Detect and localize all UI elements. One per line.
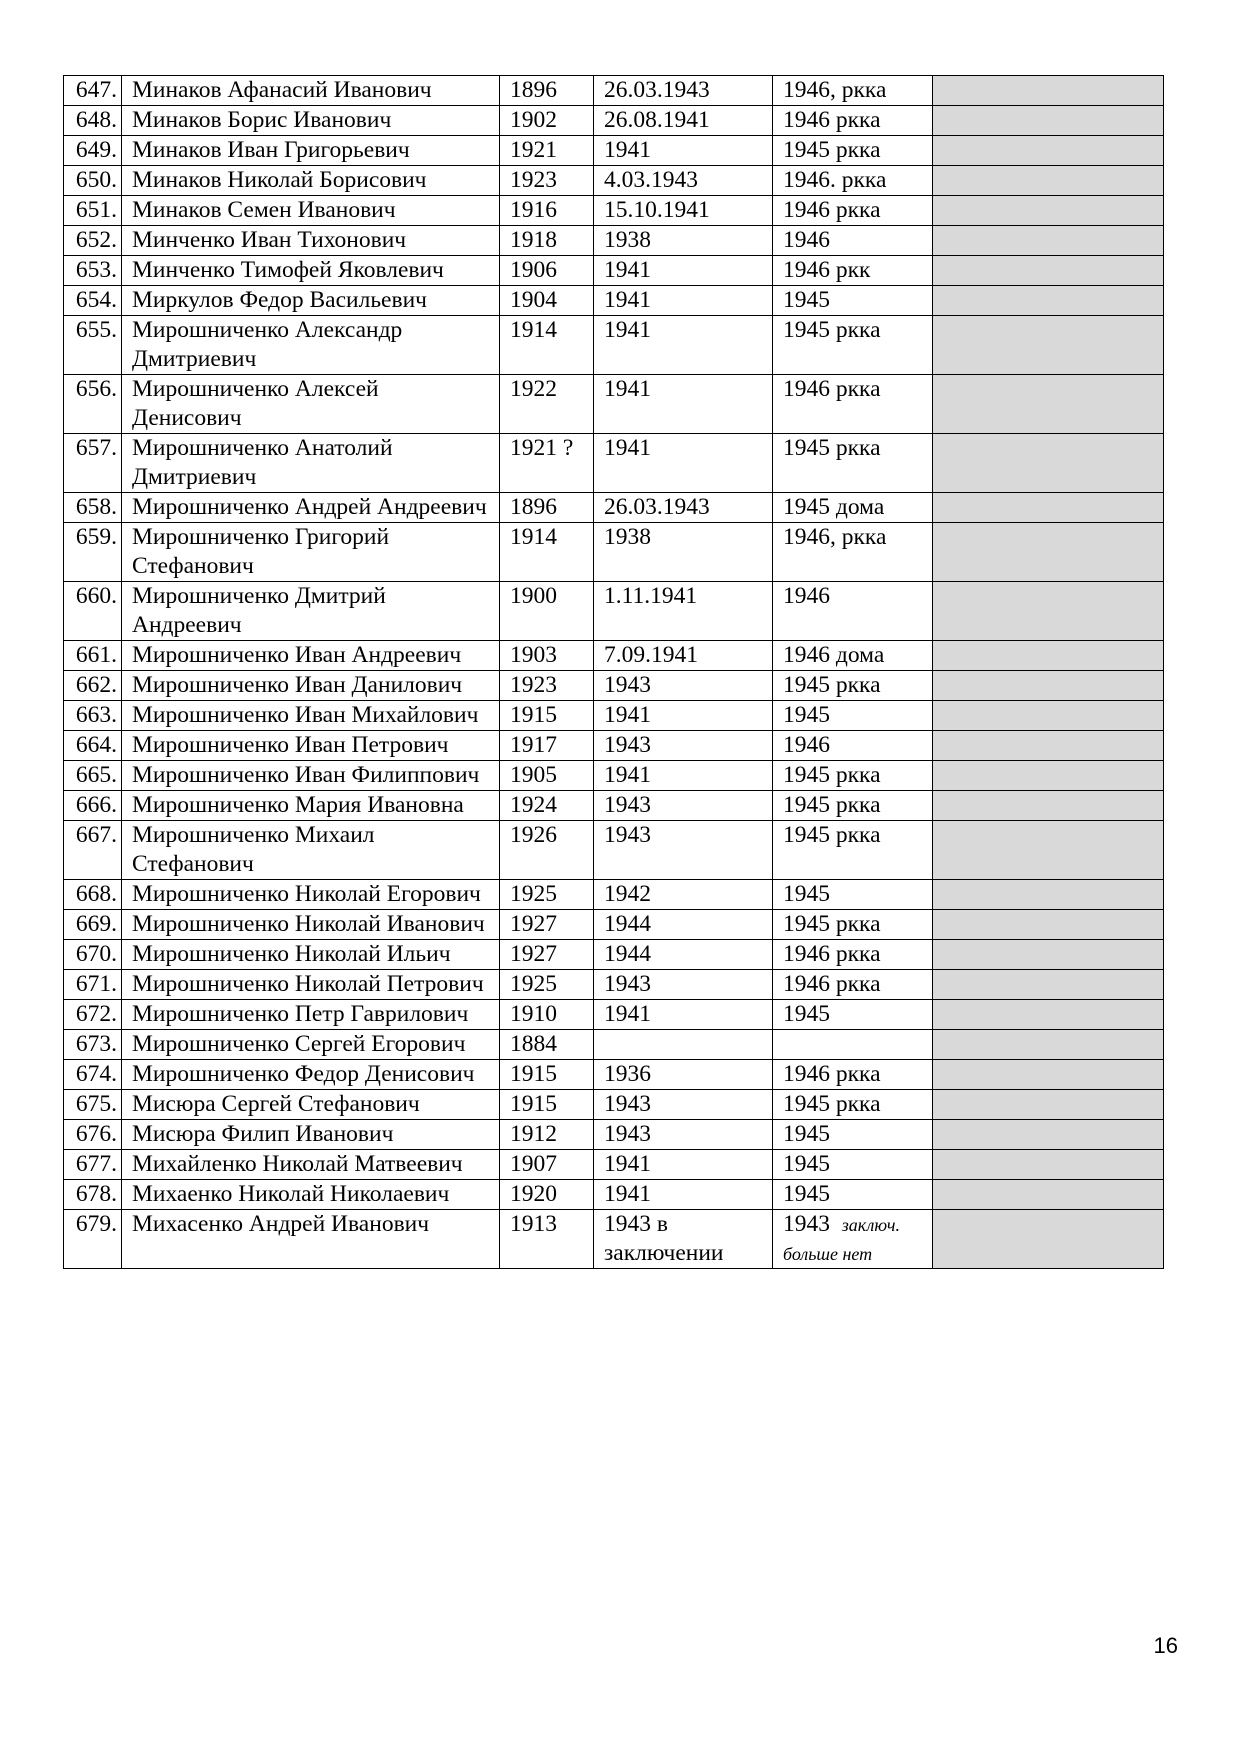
return-info: 1945 xyxy=(773,701,933,731)
shaded-cell xyxy=(933,136,1164,166)
drafted-date: 1941 xyxy=(594,375,773,434)
row-number: 679. xyxy=(64,1210,122,1269)
return-info: 1945 xyxy=(773,1120,933,1150)
person-name: Мирошниченко Николай Петрович xyxy=(122,970,500,1000)
birth-year: 1914 xyxy=(500,523,594,582)
person-name: Мирошниченко Иван Михайлович xyxy=(122,701,500,731)
birth-year: 1920 xyxy=(500,1180,594,1210)
table-row xyxy=(64,523,1164,582)
return-info: 1945 дома xyxy=(773,493,933,523)
person-name: Мирошниченко Николай Ильич xyxy=(122,940,500,970)
return-info: 1945 xyxy=(773,1000,933,1030)
return-info: 1946 xyxy=(773,226,933,256)
birth-year: 1925 xyxy=(500,880,594,910)
shaded-cell xyxy=(933,1030,1164,1060)
row-number: 674. xyxy=(64,1060,122,1090)
row-number: 678. xyxy=(64,1180,122,1210)
return-info: 1945 ркка xyxy=(773,761,933,791)
person-name: Михайленко Николай Матвеевич xyxy=(122,1150,500,1180)
drafted-date: 1942 xyxy=(594,880,773,910)
drafted-date: 4.03.1943 xyxy=(594,166,773,196)
shaded-cell xyxy=(933,375,1164,434)
shaded-cell xyxy=(933,731,1164,761)
return-info: 1946 ркка xyxy=(773,940,933,970)
shaded-cell xyxy=(933,761,1164,791)
return-info: 1946 ркка xyxy=(773,196,933,226)
return-info: 1945 ркка xyxy=(773,434,933,493)
records-table xyxy=(63,75,1164,1269)
person-name: Михасенко Андрей Иванович xyxy=(122,1210,500,1269)
birth-year: 1915 xyxy=(500,701,594,731)
drafted-date: 1941 xyxy=(594,136,773,166)
row-number: 676. xyxy=(64,1120,122,1150)
table-row xyxy=(64,1180,1164,1210)
drafted-date: 15.10.1941 xyxy=(594,196,773,226)
drafted-date xyxy=(594,1030,773,1060)
shaded-cell xyxy=(933,1120,1164,1150)
shaded-cell xyxy=(933,880,1164,910)
person-name: Мирошниченко Александр Дмитриевич xyxy=(122,316,500,375)
row-number: 670. xyxy=(64,940,122,970)
drafted-date: 1943 xyxy=(594,970,773,1000)
person-name: Мирошниченко Иван Андреевич xyxy=(122,641,500,671)
birth-year: 1924 xyxy=(500,791,594,821)
table-row xyxy=(64,761,1164,791)
birth-year: 1925 xyxy=(500,970,594,1000)
row-number: 658. xyxy=(64,493,122,523)
table-row xyxy=(64,821,1164,880)
table-row xyxy=(64,226,1164,256)
return-info: 1945 xyxy=(773,1180,933,1210)
birth-year: 1923 xyxy=(500,671,594,701)
row-number: 665. xyxy=(64,761,122,791)
return-info: 1946 ркка xyxy=(773,106,933,136)
birth-year: 1896 xyxy=(500,76,594,106)
person-name: Мирошниченко Дмитрий Андреевич xyxy=(122,582,500,641)
person-name: Миркулов Федор Васильевич xyxy=(122,286,500,316)
table-row xyxy=(64,641,1164,671)
drafted-date: 1943 xyxy=(594,1120,773,1150)
row-number: 663. xyxy=(64,701,122,731)
return-info: 1946 ркка xyxy=(773,1060,933,1090)
shaded-cell xyxy=(933,76,1164,106)
birth-year: 1900 xyxy=(500,582,594,641)
drafted-date: 1941 xyxy=(594,434,773,493)
table-row xyxy=(64,701,1164,731)
return-info: 1946, ркка xyxy=(773,523,933,582)
birth-year: 1917 xyxy=(500,731,594,761)
return-info: 1946 xyxy=(773,731,933,761)
row-number: 660. xyxy=(64,582,122,641)
return-info: 1946 ркка xyxy=(773,375,933,434)
person-name: Минаков Иван Григорьевич xyxy=(122,136,500,166)
row-number: 653. xyxy=(64,256,122,286)
return-info: 1945 ркка xyxy=(773,671,933,701)
return-info: 1945 ркка xyxy=(773,910,933,940)
drafted-date: 26.03.1943 xyxy=(594,76,773,106)
person-name: Мирошниченко Мария Ивановна xyxy=(122,791,500,821)
row-number: 657. xyxy=(64,434,122,493)
table-row xyxy=(64,76,1164,106)
person-name: Мирошниченко Иван Филиппович xyxy=(122,761,500,791)
drafted-date: 26.03.1943 xyxy=(594,493,773,523)
person-name: Мирошниченко Федор Денисович xyxy=(122,1060,500,1090)
table-row xyxy=(64,791,1164,821)
drafted-date: 1936 xyxy=(594,1060,773,1090)
table-row xyxy=(64,316,1164,375)
shaded-cell xyxy=(933,970,1164,1000)
drafted-date: 1943 xyxy=(594,671,773,701)
person-name: Минаков Борис Иванович xyxy=(122,106,500,136)
shaded-cell xyxy=(933,1150,1164,1180)
shaded-cell xyxy=(933,316,1164,375)
row-number: 654. xyxy=(64,286,122,316)
drafted-date: 1943 xyxy=(594,791,773,821)
return-info: 1945 xyxy=(773,1150,933,1180)
table-row xyxy=(64,671,1164,701)
return-info: 1943 заключ. больше нет xyxy=(773,1210,933,1269)
person-name: Мисюра Филип Иванович xyxy=(122,1120,500,1150)
shaded-cell xyxy=(933,910,1164,940)
drafted-date: 1941 xyxy=(594,1000,773,1030)
person-name: Мирошниченко Петр Гаврилович xyxy=(122,1000,500,1030)
row-number: 666. xyxy=(64,791,122,821)
table-row xyxy=(64,434,1164,493)
drafted-date: 1938 xyxy=(594,523,773,582)
drafted-date: 1943 xyxy=(594,821,773,880)
shaded-cell xyxy=(933,434,1164,493)
row-number: 659. xyxy=(64,523,122,582)
shaded-cell xyxy=(933,166,1164,196)
person-name: Михаенко Николай Николаевич xyxy=(122,1180,500,1210)
drafted-date: 1943 в заключении xyxy=(594,1210,773,1269)
return-info: 1946 ркк xyxy=(773,256,933,286)
birth-year: 1907 xyxy=(500,1150,594,1180)
return-info: 1945 ркка xyxy=(773,791,933,821)
return-info: 1946, ркка xyxy=(773,76,933,106)
return-info: 1945 xyxy=(773,880,933,910)
birth-year: 1926 xyxy=(500,821,594,880)
records-body xyxy=(64,76,1164,1269)
return-info: 1945 ркка xyxy=(773,1090,933,1120)
drafted-date: 1.11.1941 xyxy=(594,582,773,641)
row-number: 667. xyxy=(64,821,122,880)
birth-year: 1913 xyxy=(500,1210,594,1269)
row-number: 661. xyxy=(64,641,122,671)
shaded-cell xyxy=(933,791,1164,821)
row-number: 651. xyxy=(64,196,122,226)
return-info: 1946 ркка xyxy=(773,970,933,1000)
shaded-cell xyxy=(933,286,1164,316)
table-row xyxy=(64,1090,1164,1120)
drafted-date: 1941 xyxy=(594,256,773,286)
drafted-date: 1944 xyxy=(594,910,773,940)
birth-year: 1915 xyxy=(500,1060,594,1090)
table-row xyxy=(64,1210,1164,1269)
return-info: 1945 ркка xyxy=(773,316,933,375)
drafted-date: 1941 xyxy=(594,761,773,791)
person-name: Мирошниченко Иван Данилович xyxy=(122,671,500,701)
row-number: 672. xyxy=(64,1000,122,1030)
table-row xyxy=(64,940,1164,970)
drafted-date: 7.09.1941 xyxy=(594,641,773,671)
birth-year: 1927 xyxy=(500,910,594,940)
drafted-date: 1941 xyxy=(594,286,773,316)
table-row xyxy=(64,1000,1164,1030)
shaded-cell xyxy=(933,106,1164,136)
drafted-date: 1941 xyxy=(594,1150,773,1180)
row-number: 662. xyxy=(64,671,122,701)
table-row xyxy=(64,910,1164,940)
shaded-cell xyxy=(933,641,1164,671)
shaded-cell xyxy=(933,196,1164,226)
table-row xyxy=(64,493,1164,523)
birth-year: 1914 xyxy=(500,316,594,375)
shaded-cell xyxy=(933,701,1164,731)
return-info: 1946 xyxy=(773,582,933,641)
shaded-cell xyxy=(933,523,1164,582)
table-row xyxy=(64,880,1164,910)
person-name: Мирошниченко Сергей Егорович xyxy=(122,1030,500,1060)
drafted-date: 1943 xyxy=(594,1090,773,1120)
birth-year: 1906 xyxy=(500,256,594,286)
table-row xyxy=(64,166,1164,196)
person-name: Мисюра Сергей Стефанович xyxy=(122,1090,500,1120)
shaded-cell xyxy=(933,1210,1164,1269)
shaded-cell xyxy=(933,1090,1164,1120)
table-row xyxy=(64,1120,1164,1150)
person-name: Минченко Иван Тихонович xyxy=(122,226,500,256)
birth-year: 1922 xyxy=(500,375,594,434)
drafted-date: 1941 xyxy=(594,701,773,731)
row-number: 650. xyxy=(64,166,122,196)
person-name: Мирошниченко Андрей Андреевич xyxy=(122,493,500,523)
row-number: 647. xyxy=(64,76,122,106)
page-number: 16 xyxy=(1153,1633,1178,1658)
table-row xyxy=(64,1030,1164,1060)
table-row xyxy=(64,286,1164,316)
shaded-cell xyxy=(933,256,1164,286)
drafted-date: 1943 xyxy=(594,731,773,761)
table-row xyxy=(64,1060,1164,1090)
birth-year: 1923 xyxy=(500,166,594,196)
birth-year: 1884 xyxy=(500,1030,594,1060)
table-row xyxy=(64,256,1164,286)
row-number: 673. xyxy=(64,1030,122,1060)
person-name: Минаков Николай Борисович xyxy=(122,166,500,196)
row-number: 669. xyxy=(64,910,122,940)
shaded-cell xyxy=(933,671,1164,701)
return-info: 1946 дома xyxy=(773,641,933,671)
person-name: Мирошниченко Михаил Стефанович xyxy=(122,821,500,880)
row-number: 648. xyxy=(64,106,122,136)
row-number: 656. xyxy=(64,375,122,434)
row-number: 668. xyxy=(64,880,122,910)
birth-year: 1904 xyxy=(500,286,594,316)
shaded-cell xyxy=(933,1000,1164,1030)
return-info: 1945 xyxy=(773,286,933,316)
person-name: Мирошниченко Николай Иванович xyxy=(122,910,500,940)
row-number: 652. xyxy=(64,226,122,256)
table-row xyxy=(64,375,1164,434)
shaded-cell xyxy=(933,1060,1164,1090)
drafted-date: 1941 xyxy=(594,1180,773,1210)
row-number: 649. xyxy=(64,136,122,166)
table-row xyxy=(64,196,1164,226)
person-name: Минченко Тимофей Яковлевич xyxy=(122,256,500,286)
table-row xyxy=(64,582,1164,641)
person-name: Минаков Афанасий Иванович xyxy=(122,76,500,106)
return-info: 1945 ркка xyxy=(773,821,933,880)
shaded-cell xyxy=(933,582,1164,641)
shaded-cell xyxy=(933,821,1164,880)
birth-year: 1902 xyxy=(500,106,594,136)
birth-year: 1910 xyxy=(500,1000,594,1030)
person-name: Минаков Семен Иванович xyxy=(122,196,500,226)
table-row xyxy=(64,136,1164,166)
birth-year: 1916 xyxy=(500,196,594,226)
person-name: Мирошниченко Иван Петрович xyxy=(122,731,500,761)
birth-year: 1896 xyxy=(500,493,594,523)
birth-year: 1918 xyxy=(500,226,594,256)
row-number: 664. xyxy=(64,731,122,761)
return-note: заключ. больше нет xyxy=(783,1215,900,1264)
row-number: 675. xyxy=(64,1090,122,1120)
birth-year: 1927 xyxy=(500,940,594,970)
birth-year: 1912 xyxy=(500,1120,594,1150)
drafted-date: 1941 xyxy=(594,316,773,375)
table-row xyxy=(64,970,1164,1000)
birth-year: 1915 xyxy=(500,1090,594,1120)
table-row xyxy=(64,731,1164,761)
shaded-cell xyxy=(933,493,1164,523)
return-info: 1946. ркка xyxy=(773,166,933,196)
row-number: 671. xyxy=(64,970,122,1000)
table-row xyxy=(64,106,1164,136)
birth-year: 1905 xyxy=(500,761,594,791)
person-name: Мирошниченко Анатолий Дмитриевич xyxy=(122,434,500,493)
return-info: 1945 ркка xyxy=(773,136,933,166)
drafted-date: 26.08.1941 xyxy=(594,106,773,136)
row-number: 677. xyxy=(64,1150,122,1180)
drafted-date: 1944 xyxy=(594,940,773,970)
birth-year: 1921 xyxy=(500,136,594,166)
person-name: Мирошниченко Григорий Стефанович xyxy=(122,523,500,582)
drafted-date: 1938 xyxy=(594,226,773,256)
return-info xyxy=(773,1030,933,1060)
person-name: Мирошниченко Алексей Денисович xyxy=(122,375,500,434)
birth-year: 1921 ? xyxy=(500,434,594,493)
table-row xyxy=(64,1150,1164,1180)
person-name: Мирошниченко Николай Егорович xyxy=(122,880,500,910)
shaded-cell xyxy=(933,1180,1164,1210)
shaded-cell xyxy=(933,940,1164,970)
birth-year: 1903 xyxy=(500,641,594,671)
row-number: 655. xyxy=(64,316,122,375)
shaded-cell xyxy=(933,226,1164,256)
